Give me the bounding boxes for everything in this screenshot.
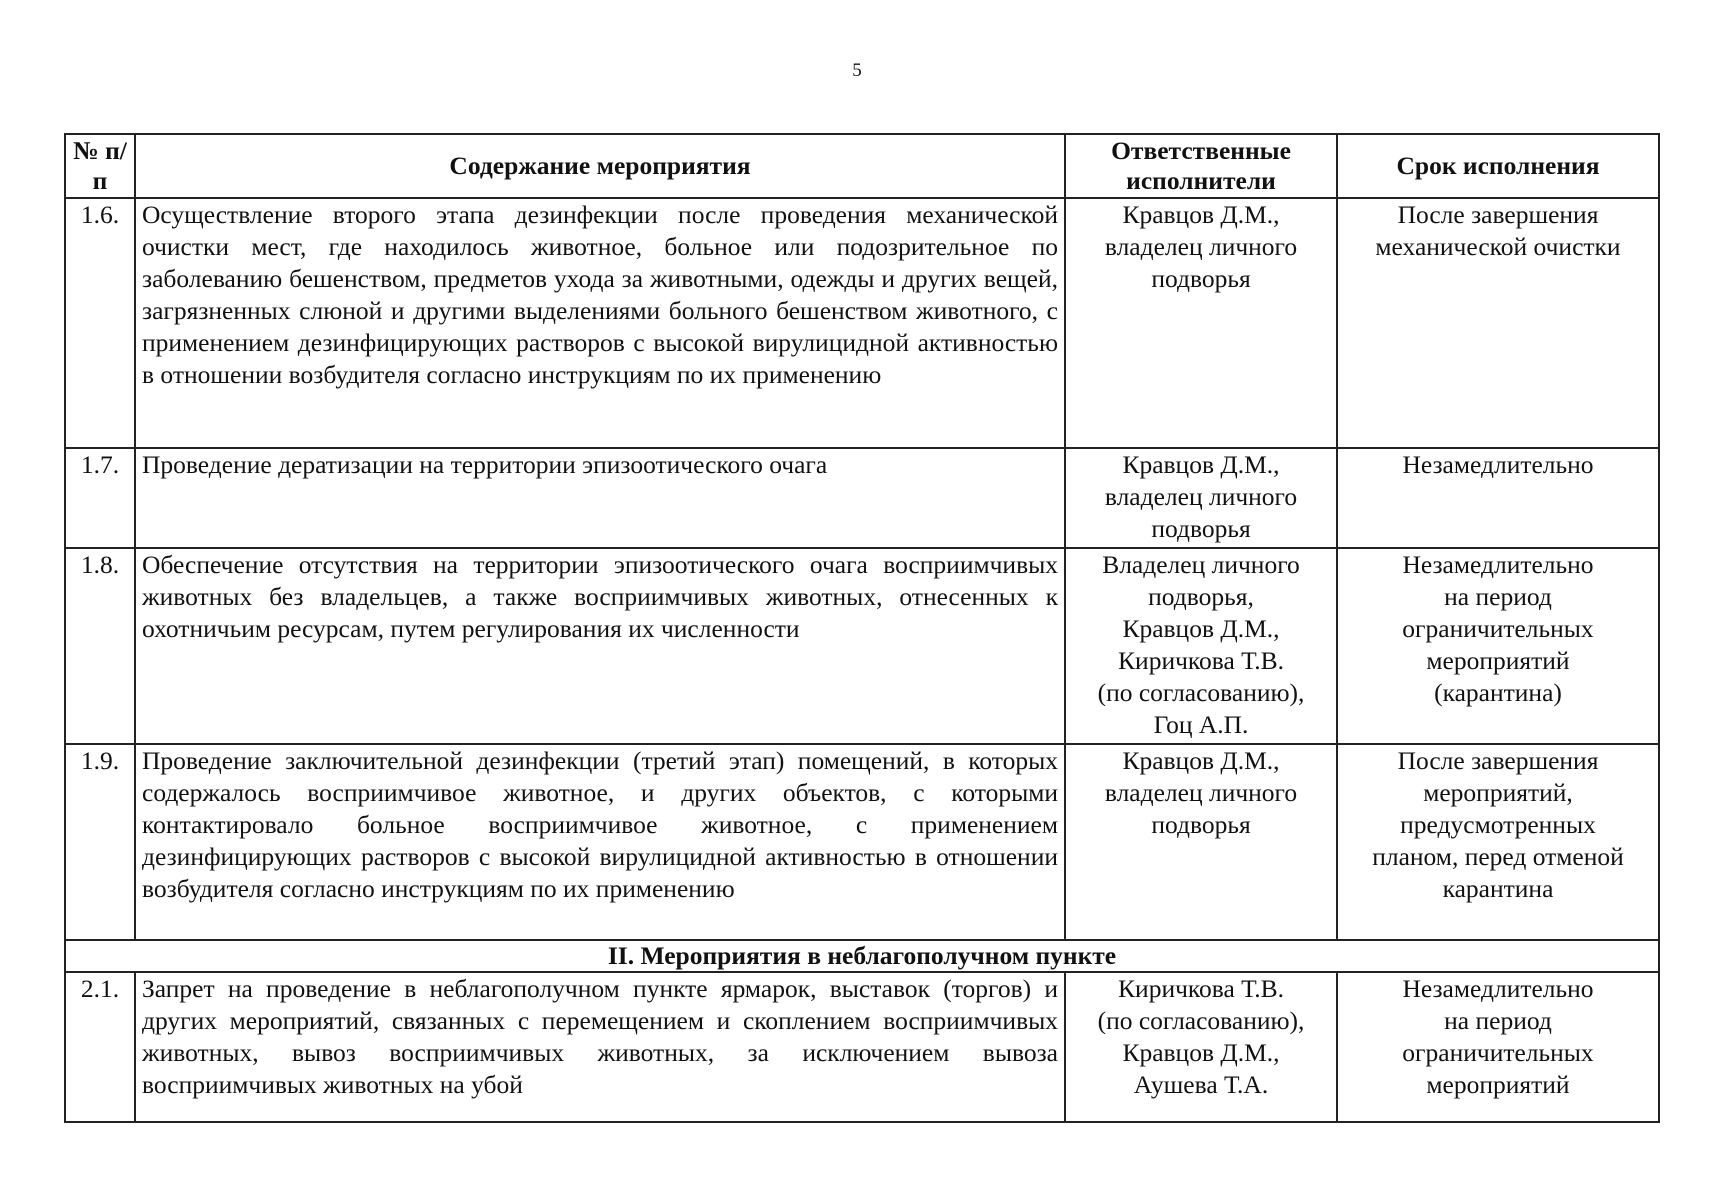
term-line: на период	[1444, 1006, 1552, 1035]
row-content: Проведение дератизации на территории эпизоотического очага	[135, 448, 1065, 548]
row-term	[1337, 448, 1659, 548]
table-header-row	[65, 134, 1659, 198]
term-line: Незамедлительно	[1402, 550, 1594, 579]
row-content: Запрет на проведение в неблагополучном пункте ярмарок, выставок (торгов) и других мероприятий, связанных с перемещением и скоплением восприимчивых животных, вывоз восприимчивых животных, за исключением вывоза восприимчивых животных на убой	[135, 972, 1065, 1122]
responsible-line: подворья	[1151, 514, 1251, 543]
responsible-line: Гоц А.П.	[1153, 710, 1249, 739]
responsible-line: владелец личного	[1104, 778, 1298, 807]
row-content: Обеспечение отсутствия на территории эпизоотического очага восприимчивых животных без владельцев, а также восприимчивых животных, отнесенных к охотничьим ресурсам, путем регулирования их численности	[135, 548, 1065, 744]
term-line: ограничительных	[1402, 614, 1594, 643]
term-line: Незамедлительно	[1402, 450, 1594, 479]
table-row	[65, 448, 1659, 548]
responsible-line: Киричкова Т.В.	[1118, 646, 1284, 675]
term-line: планом, перед отменой	[1372, 842, 1624, 871]
table-row	[65, 972, 1659, 1122]
responsible-line: подворья	[1151, 264, 1251, 293]
header-num: № п/п	[65, 134, 135, 198]
term-line: мероприятий	[1426, 1070, 1570, 1099]
term-line: мероприятий,	[1423, 778, 1573, 807]
row-number: 1.8.	[65, 548, 135, 744]
table-row	[65, 548, 1659, 744]
row-responsible	[1065, 744, 1337, 940]
row-responsible	[1065, 448, 1337, 548]
term-line: После завершения	[1397, 200, 1599, 229]
row-responsible	[1065, 548, 1337, 744]
responsible-line: подворья,	[1148, 582, 1254, 611]
term-line: на период	[1444, 582, 1552, 611]
table-row	[65, 198, 1659, 448]
term-line: ограничительных	[1402, 1038, 1594, 1067]
header-term: Срок исполнения	[1337, 134, 1659, 198]
row-term	[1337, 548, 1659, 744]
term-line: После завершения	[1397, 746, 1599, 775]
term-line: Незамедлительно	[1402, 974, 1594, 1003]
header-content: Содержание мероприятия	[135, 134, 1065, 198]
row-number: 1.6.	[65, 198, 135, 448]
row-term	[1337, 972, 1659, 1122]
measures-table	[64, 133, 1660, 1123]
responsible-line: Владелец личного	[1102, 550, 1300, 579]
term-line: карантина	[1442, 874, 1554, 903]
responsible-line: Кравцов Д.М.,	[1122, 200, 1280, 229]
term-line: (карантина)	[1434, 678, 1562, 707]
responsible-line: Аушева Т.А.	[1133, 1070, 1269, 1099]
responsible-line: владелец личного	[1104, 232, 1298, 261]
term-line: механической очистки	[1375, 232, 1621, 261]
row-responsible	[1065, 198, 1337, 448]
page-number: 5	[852, 60, 862, 81]
responsible-line: подворья	[1151, 810, 1251, 839]
responsible-line: Кравцов Д.М.,	[1122, 450, 1280, 479]
row-term	[1337, 744, 1659, 940]
term-line: мероприятий	[1426, 646, 1570, 675]
responsible-line: (по согласованию),	[1097, 1006, 1305, 1035]
section-title: II. Мероприятия в неблагополучном пункте	[65, 940, 1659, 972]
responsible-line: Киричкова Т.В.	[1118, 974, 1284, 1003]
responsible-line: Кравцов Д.М.,	[1122, 614, 1280, 643]
responsible-line: владелец личного	[1104, 482, 1298, 511]
header-responsible: Ответственные исполнители	[1065, 134, 1337, 198]
responsible-line: Кравцов Д.М.,	[1122, 1038, 1280, 1067]
table-row	[65, 744, 1659, 940]
section-header-row	[65, 940, 1659, 972]
responsible-line: (по согласованию),	[1097, 678, 1305, 707]
row-term	[1337, 198, 1659, 448]
row-content: Проведение заключительной дезинфекции (третий этап) помещений, в которых содержалось восприимчивое животное, и других объектов, с которыми контактировало больное восприимчивое животное, с применением дезинфицирующих растворов с высокой вирулицидной активностью в отношении возбудителя согласно инструкциям по их применению	[135, 744, 1065, 940]
responsible-line: Кравцов Д.М.,	[1122, 746, 1280, 775]
row-number: 1.7.	[65, 448, 135, 548]
row-number: 2.1.	[65, 972, 135, 1122]
row-number: 1.9.	[65, 744, 135, 940]
term-line: предусмотренных	[1400, 810, 1596, 839]
row-content: Осуществление второго этапа дезинфекции после проведения механической очистки мест, где находилось животное, больное или подозрительное по заболеванию бешенством, предметов ухода за животными, одежды и других вещей, загрязненных слюной и другими выделениями больного бешенством животного, с применением дезинфицирующих растворов с высокой вирулицидной активностью в отношении возбудителя согласно инструкциям по их применению	[135, 198, 1065, 448]
row-responsible	[1065, 972, 1337, 1122]
